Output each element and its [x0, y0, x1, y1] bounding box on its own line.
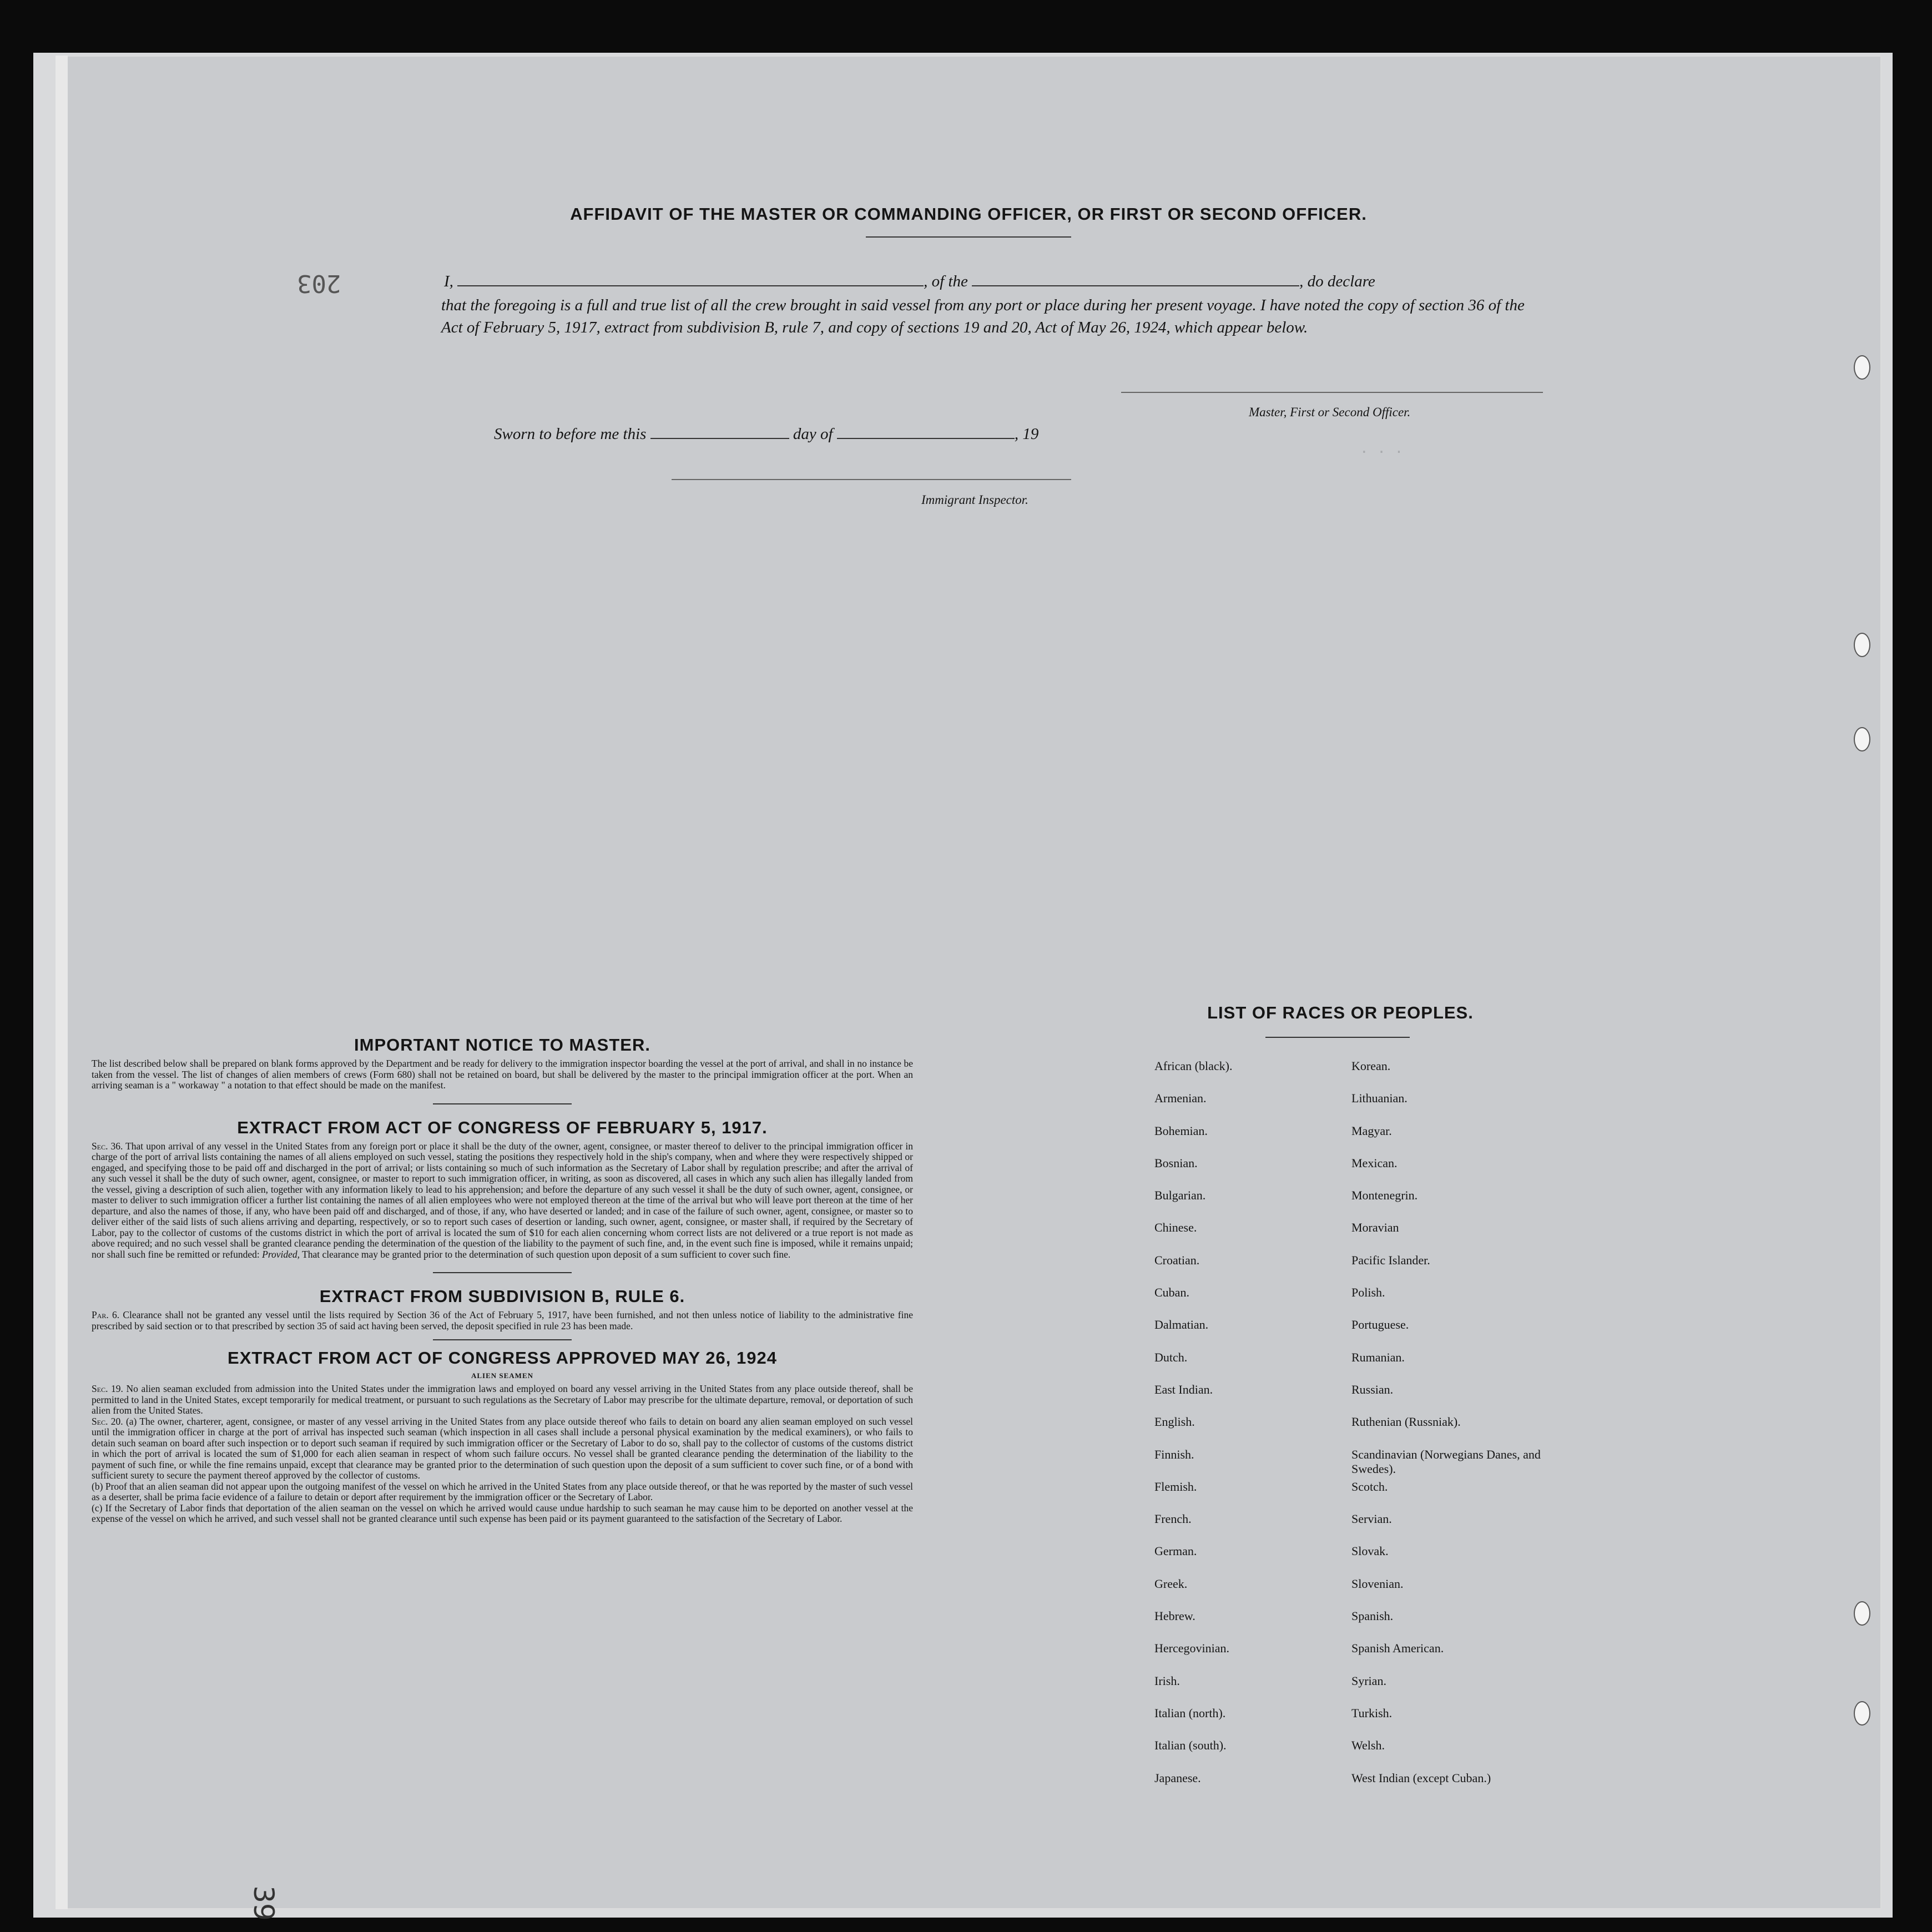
section-20a-body: (a) The owner, charterer, agent, consignee, or master of any vessel arriving in the United States from any place outside thereof who fails to detain on board any alien seaman employed on such vessel until the immigration officer in charge at the port of arrival has inspected such seaman (which inspection in all cases shall include a personal physical examination by the medical examiners), or who fails to detain such seaman on board after such inspection or to deport such seaman if required by such immigration officer or the Secretary of Labor to do so, shall pay to the collector of customs of the customs district in which the port of arrival is located the sum of $1,000 for each alien seaman in respect of whom such failure occurs. No vessel shall be granted clearance pending the determination of the liability to the payment of such fine, or while the fine remains unpaid, except that clearance may be granted prior to the determination of such question upon the deposit of a sum sufficient to cover such fine, or of a bond with sufficient surety to secure the payment thereof approved by the collector of customs. [92, 1415, 914, 1481]
section-36-text: That upon arrival of any vessel in the United States from any foreign port or place it shall be the duty of the owner, agent, consignee, or master thereof to deliver to the principal immigration officer in charge of the port of arrival lists containing the names of all aliens employed on such vessel, stating the positions they respectively hold in the ship's company, when and where they were respectively shipped or engaged, and specifying those to be paid off and discharged in the port of arrival; or lists containing so much of such information as the Secretary of Labor shall by regulation prescribe; and after the arrival of any such vessel it shall be the duty of such owner, agent, consignee, or master to report to such immigration officer, in writing, as soon as discovered, all cases in which any such alien has illegally landed from the vessel, giving a description of such alien, together with any information likely to lead to his apprehension; and before the departure of any such vessel it shall be the duty of such owner, agent, consignee, or master to deliver to such immigration officer a further list containing the names of all alien employees who were not employed thereon at the time of the arrival but who will leave port thereon at the time of her departure, and also the names of those, if any, who have been paid off and discharged, and of those, if any, who have deserted or landed; and in case of the failure of such owner, agent, consignee, or master so to deliver either of the said lists of such aliens arriving and departing, respectively, or so to report such cases of desertion or landing, such owner, agent, consignee, or master shall, if required by the Secretary of Labor, pay to the collector of customs of the customs district in which the port of arrival is located the sum of $10 for each alien concerning whom correct lists are not delivered or a true report is not made as above required; and no such vessel shall be granted clearance pending the determination of the question of the liability to the payment of such fine, and, in the event such fine is imposed, while it remains unpaid; nor shall such fine be remitted or refunded: [92, 1140, 913, 1260]
punch-hole [1854, 355, 1870, 380]
stamp-number: 203 [297, 269, 341, 297]
races-title-rule [1265, 1037, 1410, 1038]
race-left: Greek. [1154, 1576, 1188, 1591]
race-row [1154, 1220, 1654, 1253]
affidavit-title: AFFIDAVIT OF THE MASTER OR COMMANDING OFFICER, OR FIRST OR SECOND OFFICER. [570, 204, 1367, 224]
race-right: Mexican. [1351, 1156, 1398, 1170]
signature-line[interactable] [1121, 392, 1543, 393]
divider [433, 1339, 572, 1340]
race-row [1154, 1253, 1654, 1285]
races-title: LIST OF RACES OR PEOPLES. [1207, 1003, 1474, 1022]
race-left: Cuban. [1154, 1285, 1189, 1300]
race-left: Italian (south). [1154, 1738, 1227, 1753]
race-row [1154, 1641, 1654, 1673]
race-right: Turkish. [1351, 1706, 1393, 1720]
page-number: 39 [247, 1885, 280, 1921]
proviso-label: Provided, [262, 1248, 300, 1260]
section-20-lead: Sec. 20. [92, 1415, 123, 1427]
race-row [1154, 1738, 1654, 1770]
inspector-signature-line[interactable] [672, 479, 1071, 480]
race-row [1154, 1544, 1654, 1576]
signature-label: Master, First or Second Officer. [1249, 405, 1411, 419]
race-left: German. [1154, 1544, 1197, 1558]
divider [433, 1103, 572, 1104]
race-row [1154, 1285, 1654, 1318]
affidavit-title-rule [866, 236, 1071, 238]
page-edge [56, 56, 68, 1909]
punch-hole [1854, 1601, 1870, 1626]
races-list [1154, 1059, 1654, 1803]
vessel-name-blank[interactable] [972, 271, 1299, 286]
bleed-through-ghost: · · · [1360, 444, 1404, 461]
race-right: Lithuanian. [1351, 1091, 1408, 1106]
race-left: Japanese. [1154, 1770, 1201, 1785]
race-right: Montenegrin. [1351, 1188, 1418, 1203]
race-left: Dalmatian. [1154, 1318, 1209, 1332]
legal-extracts-column [92, 1035, 913, 1525]
race-left: English. [1154, 1415, 1195, 1429]
race-row [1154, 1480, 1654, 1512]
race-row [1154, 1674, 1654, 1706]
race-row [1154, 1059, 1654, 1091]
race-left: Hebrew. [1154, 1609, 1195, 1623]
race-right: Scotch. [1351, 1479, 1388, 1494]
section-20b-text: (b) Proof that an alien seaman did not appear upon the outgoing manifest of the vessel on which he arrived in the United States from any place outside thereof, or that he was reported by the master of such vessel as a deserter, shall be prima facie evidence of a failure to detain or deport after requirement by the immigration officer or the Secretary of Labor. [92, 1480, 913, 1502]
affidavit-name-line [444, 271, 1521, 291]
extract-1924-title: EXTRACT FROM ACT OF CONGRESS APPROVED MAY 26, 1924 [228, 1348, 777, 1368]
punch-hole [1854, 633, 1870, 657]
race-left: Italian (north). [1154, 1706, 1226, 1720]
race-row [1154, 1577, 1654, 1609]
extract-1917-title: EXTRACT FROM ACT OF CONGRESS OF FEBRUARY 5, 1917. [237, 1117, 768, 1137]
race-row [1154, 1124, 1654, 1156]
race-right: Moravian [1351, 1220, 1399, 1235]
sworn-day-blank[interactable] [650, 423, 789, 439]
race-right: Welsh. [1351, 1738, 1385, 1753]
sworn-year-label: , 19 [1014, 425, 1039, 443]
race-left: African (black). [1154, 1059, 1233, 1073]
race-left: Chinese. [1154, 1220, 1197, 1235]
extract-rule6-text [92, 1310, 913, 1331]
race-right: Slovenian. [1351, 1576, 1404, 1591]
race-row [1154, 1706, 1654, 1738]
alien-seamen-subhead: ALIEN SEAMEN [471, 1371, 534, 1380]
race-left: East Indian. [1154, 1382, 1213, 1396]
sworn-day-label: day of [793, 425, 833, 443]
divider [433, 1272, 572, 1273]
race-left: Bosnian. [1154, 1156, 1198, 1170]
master-name-blank[interactable] [457, 271, 924, 286]
section-20c-text: (c) If the Secretary of Labor finds that deportation of the alien seaman on the vessel on which he arrived would cause undue hardship to such seaman he may cause him to be deported on another vessel at the expense of the vessel on which he arrived, and such vessel shall not be granted clearance until such expense has been paid or its payment guaranteed to the satisfaction of the Secretary of Labor. [92, 1502, 913, 1524]
race-left: Flemish. [1154, 1479, 1197, 1494]
race-right: Magyar. [1351, 1123, 1392, 1138]
document-page [56, 56, 1881, 1921]
race-left: Bohemian. [1154, 1123, 1208, 1138]
race-right: Syrian. [1351, 1673, 1386, 1688]
race-right: Servian. [1351, 1512, 1392, 1526]
of-the-label: , of the [924, 273, 968, 290]
race-row [1154, 1512, 1654, 1544]
race-left: Finnish. [1154, 1447, 1194, 1461]
sworn-prefix: Sworn to before me this [494, 425, 647, 443]
race-left: Dutch. [1154, 1350, 1188, 1364]
sworn-month-blank[interactable] [837, 423, 1015, 439]
race-left: Hercegovinian. [1154, 1641, 1229, 1656]
race-right: West Indian (except Cuban.) [1351, 1770, 1491, 1785]
inspector-label: Immigrant Inspector. [921, 493, 1028, 507]
race-left: Bulgarian. [1154, 1188, 1206, 1203]
race-right: Russian. [1351, 1382, 1394, 1396]
race-row [1154, 1609, 1654, 1641]
race-row [1154, 1091, 1654, 1123]
race-right: Rumanian. [1351, 1350, 1405, 1364]
section-19-lead: Sec. 19. [92, 1383, 123, 1394]
race-right: Polish. [1351, 1285, 1385, 1300]
sworn-line [494, 423, 1271, 443]
extract-rule6-title: EXTRACT FROM SUBDIVISION B, RULE 6. [319, 1287, 685, 1306]
affidavit-body: that the foregoing is a full and true list of all the crew brought in said vessel from any port or place during her present voyage. I have noted the copy of section 36 of the Act of February 5, 1917, extract from subdivision B, rule 7, and copy of sections 19 and 20, Act of May 26, 1924, which appear below. [441, 296, 1525, 336]
race-left: Croatian. [1154, 1253, 1200, 1267]
race-right: Slovak. [1351, 1544, 1389, 1558]
race-right: Scandinavian (Norwegians Danes, and Swedes). [1351, 1447, 1541, 1476]
punch-hole [1854, 1701, 1870, 1726]
punch-hole [1854, 727, 1870, 751]
par-6-text: Clearance shall not be granted any vessel until the lists required by Section 36 of the Act of February 5, 1917, have been furnished, and not then unless notice of liability to the administrative fine prescribed by said section or to that prescribed by section 35 of said act having been served, the deposit specified in rule 23 has been made. [92, 1309, 914, 1331]
section-19-body: No alien seaman excluded from admission into the United States under the immigration laws and employed on board any vessel arriving in the United States from any place outside thereof, shall be permitted to land in the United States, except temporarily for medical treatment, or pursuant to such regulations as the Secretary of Labor may prescribe for the ultimate departure, removal, or deportation of such alien from the United States. [92, 1383, 913, 1416]
race-left: Irish. [1154, 1673, 1180, 1688]
race-right: Ruthenian (Russniak). [1351, 1415, 1461, 1429]
race-row [1154, 1771, 1654, 1803]
race-left: French. [1154, 1512, 1192, 1526]
race-right: Korean. [1351, 1059, 1391, 1073]
notice-text: The list described below shall be prepared on blank forms approved by the Department and be ready for delivery to the immigration inspector boarding the vessel at the port of arrival, and shall in no instance be taken from the vessel. The list of changes of alien members of crews (Form 680) shall not be retained on board, but shall be delivered by the master to the principal immigration officer at the port. When an arriving seaman is a " workaway " a notation to that effect should be made on the manifest. [92, 1058, 913, 1091]
race-row [1154, 1156, 1654, 1188]
race-row [1154, 1415, 1654, 1447]
extract-1917-text [92, 1141, 913, 1260]
section-36-lead: Sec. 36. [92, 1140, 123, 1152]
race-row [1154, 1350, 1654, 1383]
race-right: Portuguese. [1351, 1318, 1409, 1332]
race-left: Armenian. [1154, 1091, 1207, 1106]
race-row [1154, 1383, 1654, 1415]
proviso-text: That clearance may be granted prior to the determination of such question upon deposit of a sum sufficient to cover such fine. [302, 1248, 791, 1260]
race-right: Spanish. [1351, 1609, 1394, 1623]
section-20a-text [92, 1416, 913, 1481]
do-declare-label: , do declare [1299, 273, 1375, 290]
race-row [1154, 1188, 1654, 1220]
race-right: Spanish American. [1351, 1641, 1444, 1656]
race-right: Pacific Islander. [1351, 1253, 1430, 1267]
race-row [1154, 1447, 1654, 1480]
i-label: I, [444, 273, 453, 290]
race-row [1154, 1318, 1654, 1350]
notice-title: IMPORTANT NOTICE TO MASTER. [354, 1035, 650, 1055]
par-6-lead: Par. 6. [92, 1309, 120, 1320]
section-19-text [92, 1384, 913, 1416]
